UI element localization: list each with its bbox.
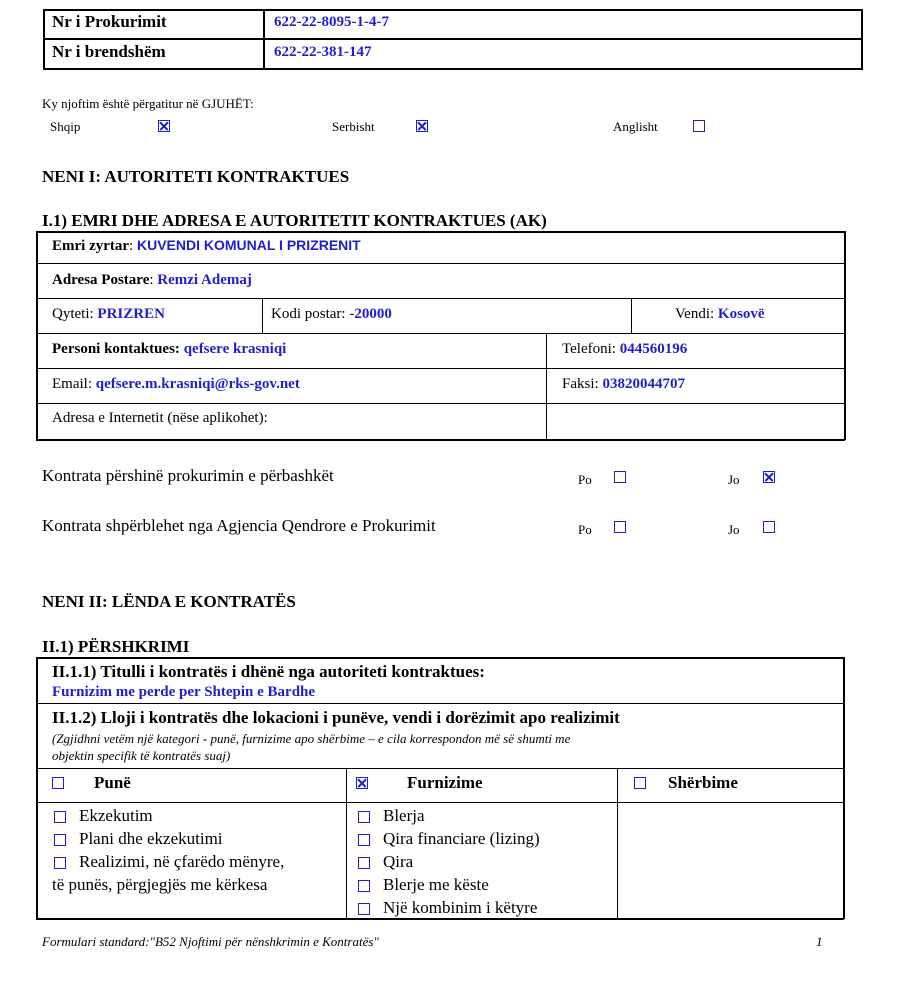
supplies-option-checkbox-icon[interactable] xyxy=(358,834,370,846)
checkbox-anglisht-icon[interactable] xyxy=(693,120,705,132)
official-name-label: Emri zyrtar xyxy=(52,238,130,254)
works-option-label-continued: të punës, përgjegjës me kërkesa xyxy=(52,875,268,894)
supplies-option-label: Qira xyxy=(383,852,414,871)
contract-title-label: II.1.1) Titulli i kontratës i dhënë nga autoriteti kontraktues: xyxy=(52,662,485,681)
supplies-option-label: Blerja xyxy=(383,806,425,825)
category-supplies-label: Furnizime xyxy=(407,773,483,792)
category-works-checkbox-icon[interactable] xyxy=(52,777,64,789)
postcode-value: -20000 xyxy=(349,306,392,322)
category-services-label: Shërbime xyxy=(668,773,738,792)
phone-value: 044560196 xyxy=(619,341,688,357)
city-label: Qyteti: xyxy=(52,306,94,322)
central-agency-yes-label: Po xyxy=(578,522,592,537)
checkbox-shqip-icon[interactable] xyxy=(158,120,170,132)
web-address-label: Adresa e Internetit (nëse aplikohet): xyxy=(52,410,268,426)
supplies-option-label: Qira financiare (lizing) xyxy=(383,829,540,848)
city-value: PRIZREN xyxy=(97,306,165,322)
works-option-label: Ekzekutim xyxy=(79,806,153,825)
category-services-checkbox-icon[interactable] xyxy=(634,777,646,789)
supplies-option-checkbox-icon[interactable] xyxy=(358,811,370,823)
contact-label: Personi kontaktues: xyxy=(52,341,180,357)
works-option-checkbox-icon[interactable] xyxy=(54,857,66,869)
supplies-option-label: Blerje me këste xyxy=(383,875,489,894)
section-1-title: NENI I: AUTORITETI KONTRAKTUES xyxy=(42,167,350,186)
joint-procurement-yes-checkbox-icon[interactable] xyxy=(614,471,626,483)
postal-address-label: Adresa Postare xyxy=(52,272,150,288)
phone-label: Telefoni: xyxy=(562,341,616,357)
contract-title-value: Furnizim me perde per Shtepin e Bardhe xyxy=(52,684,316,700)
language-label-anglisht: Anglisht xyxy=(613,119,658,134)
category-works-label: Punë xyxy=(94,773,131,792)
language-label-shqip: Shqip xyxy=(50,119,81,134)
language-intro: Ky njoftim është përgatitur në GJUHËT: xyxy=(42,96,254,111)
supplies-option-checkbox-icon[interactable] xyxy=(358,880,370,892)
footer-form-name: Formulari standard:"B52 Njoftimi për nënshkrimin e Kontratës" xyxy=(42,934,379,949)
contract-type-note-line1: (Zgjidhni vetëm një kategori - punë, furnizime apo shërbime – e cila korrespondon më së shumti me xyxy=(52,731,571,746)
joint-procurement-yes-label: Po xyxy=(578,472,592,487)
category-supplies-checkbox-icon[interactable] xyxy=(356,777,368,789)
page-number: 1 xyxy=(816,934,823,949)
country-value: Kosovë xyxy=(717,306,765,322)
supplies-option-checkbox-icon[interactable] xyxy=(358,903,370,915)
contract-type-label: II.1.2) Lloji i kontratës dhe lokacioni i punëve, vendi i dorëzimit apo realizimit xyxy=(52,708,620,727)
official-name-value: KUVENDI KOMUNAL I PRIZRENIT xyxy=(136,237,361,253)
internal-number-value: 622-22-381-147 xyxy=(274,44,372,60)
central-agency-question: Kontrata shpërblehet nga Agjencia Qendrore e Prokurimit xyxy=(42,516,436,535)
supplies-option-checkbox-icon[interactable] xyxy=(358,857,370,869)
fax-label: Faksi: xyxy=(562,376,599,392)
procurement-number-value: 622-22-8095-1-4-7 xyxy=(274,14,389,30)
contact-value: qefsere krasniqi xyxy=(183,341,287,357)
email-label: Email: xyxy=(52,376,92,392)
works-option-label: Realizimi, në çfarëdo mënyre, xyxy=(79,852,285,871)
works-option-label: Plani dhe ekzekutimi xyxy=(79,829,223,848)
central-agency-yes-checkbox-icon[interactable] xyxy=(614,521,626,533)
email-value: qefsere.m.krasniqi@rks-gov.net xyxy=(95,376,300,392)
fax-value: 03820044707 xyxy=(602,376,685,392)
section-1-subtitle: I.1) EMRI DHE ADRESA E AUTORITETIT KONTRAKTUES (AK) xyxy=(42,211,547,230)
contract-type-note-line2: objektin specifik të kontratës suaj) xyxy=(52,748,231,763)
joint-procurement-question: Kontrata përshinë prokurimin e përbashkët xyxy=(42,466,334,485)
section-2-title: NENI II: LËNDA E KONTRATËS xyxy=(42,592,296,611)
language-label-serbisht: Serbisht xyxy=(332,119,375,134)
section-2-subtitle: II.1) PËRSHKRIMI xyxy=(42,637,190,656)
supplies-option-label: Një kombinim i këtyre xyxy=(383,898,538,917)
internal-number-label: Nr i brendshëm xyxy=(52,42,166,61)
joint-procurement-no-checkbox-icon[interactable] xyxy=(763,471,775,483)
works-option-checkbox-icon[interactable] xyxy=(54,834,66,846)
works-option-checkbox-icon[interactable] xyxy=(54,811,66,823)
postcode-label: Kodi postar: xyxy=(271,306,346,322)
central-agency-no-label: Jo xyxy=(728,522,740,537)
postal-address-value: Remzi Ademaj xyxy=(157,272,252,288)
procurement-number-label: Nr i Prokurimit xyxy=(52,12,167,31)
joint-procurement-no-label: Jo xyxy=(728,472,740,487)
central-agency-no-checkbox-icon[interactable] xyxy=(763,521,775,533)
country-label: Vendi: xyxy=(675,306,715,322)
checkbox-serbisht-icon[interactable] xyxy=(416,120,428,132)
